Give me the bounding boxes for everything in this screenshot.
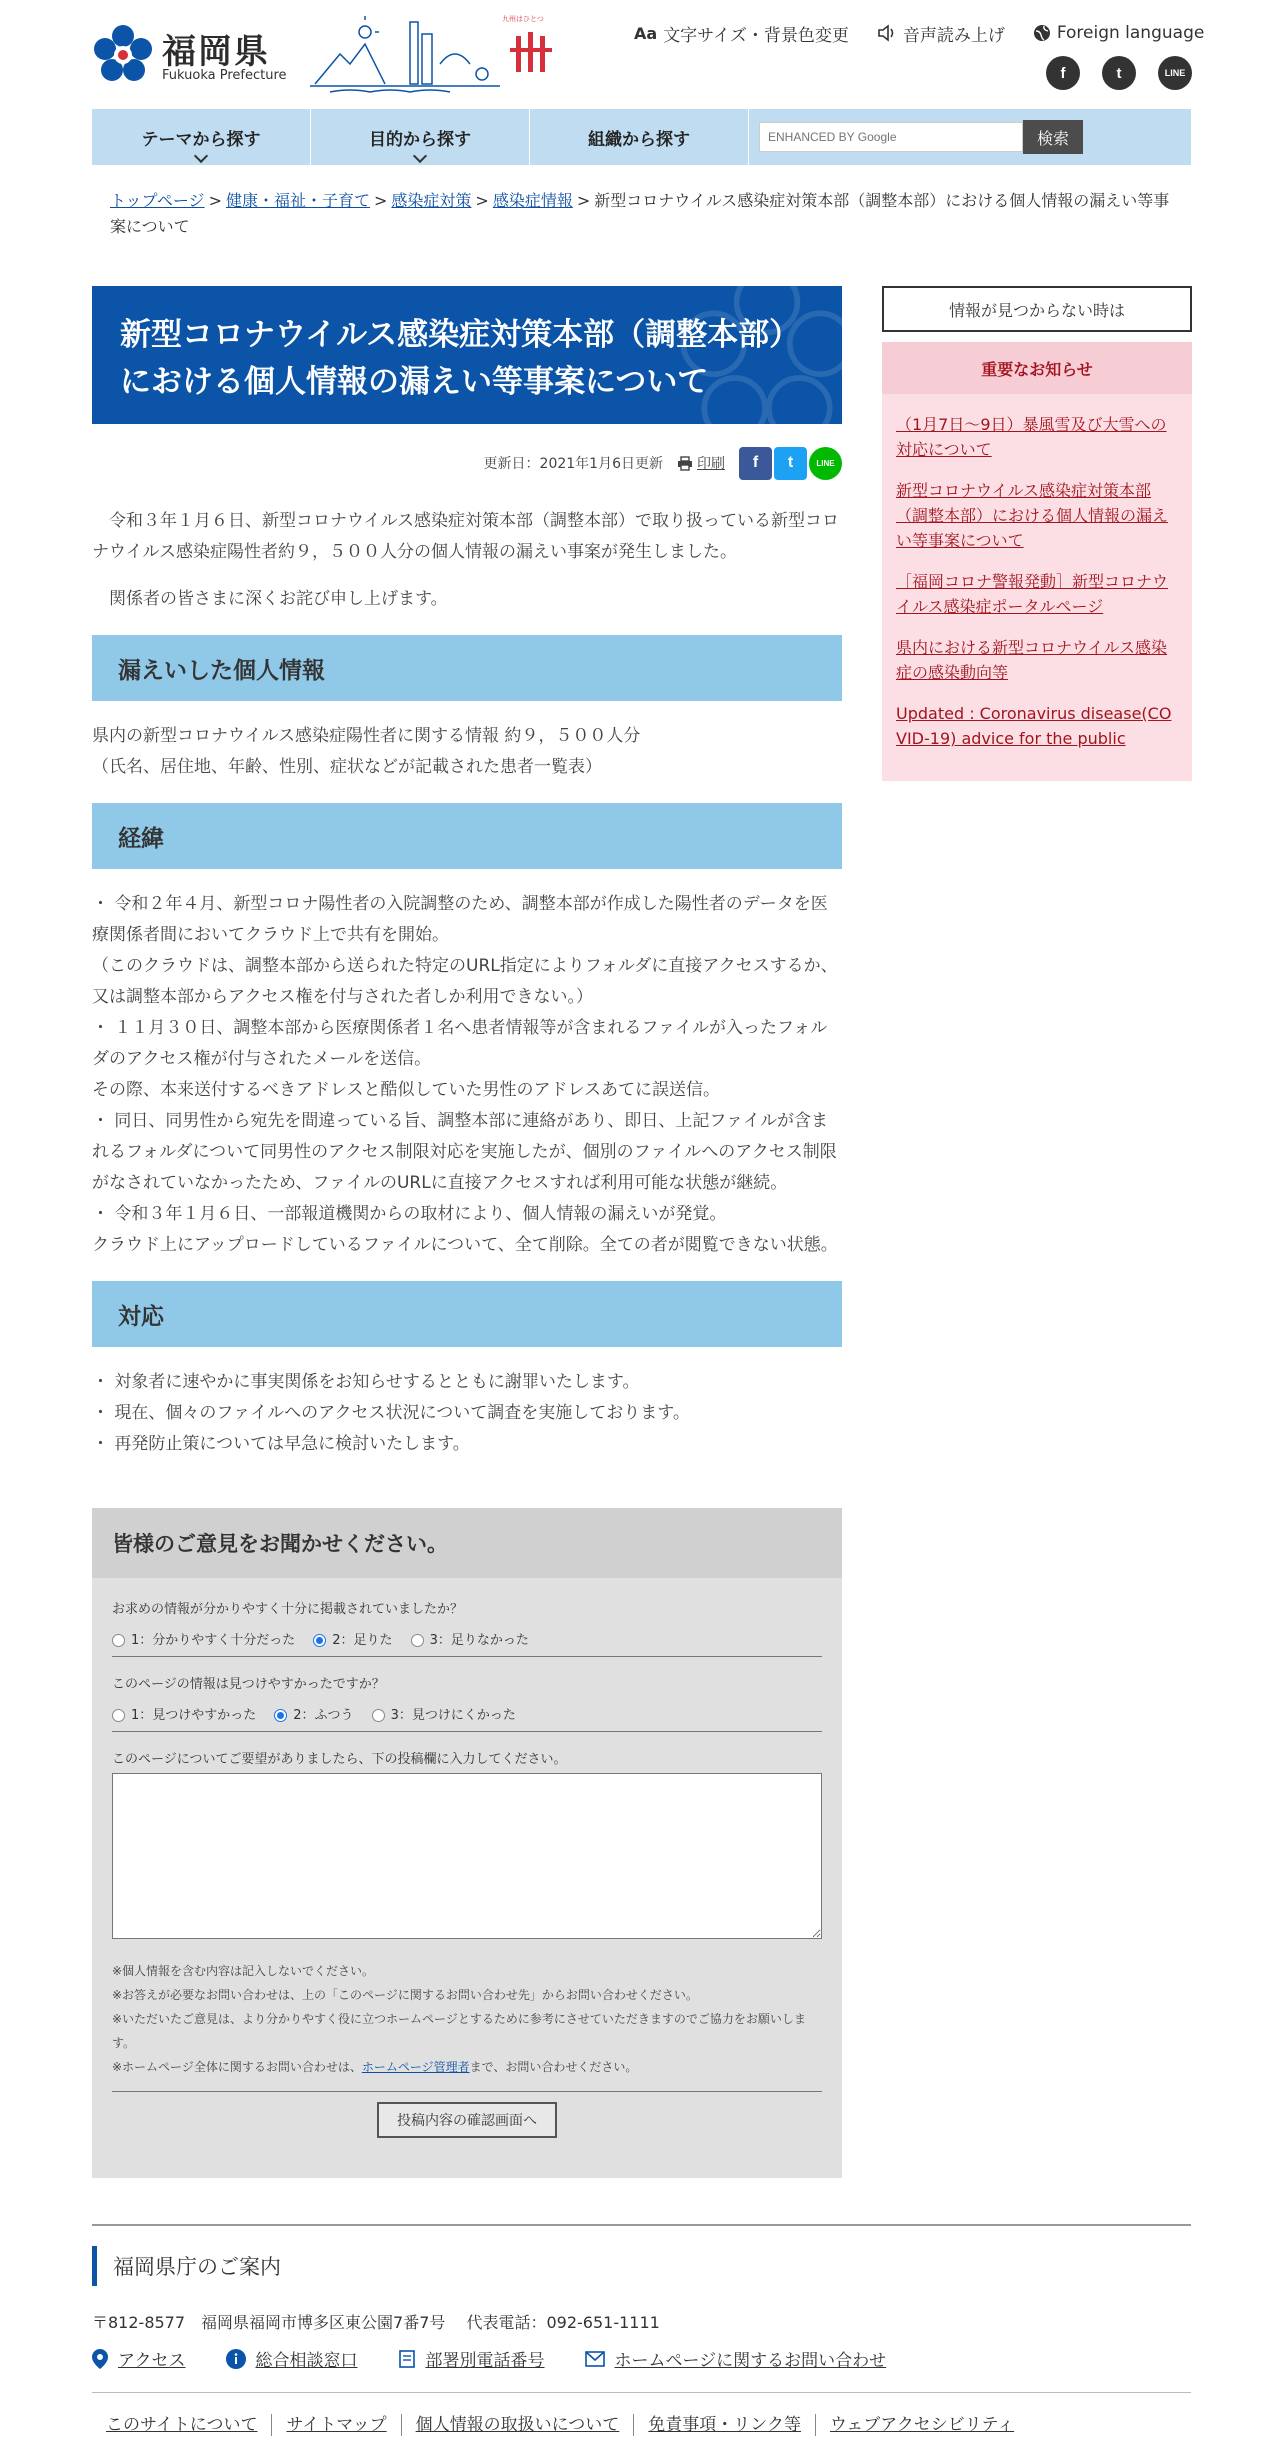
feedback-form: 皆様のご意見をお聞かせください。 お求めの情報が分かりやすく十分に掲載されていましたか？ 1：分かりやすく十分だった 2：足りた 3：足りなかった このページの情報は見つけやすかったですか？ 1：見つけやすかった 2：ふつう 3：見つけにくかった このページについてご要望がありましたら、下の投稿欄に入力してください。 ※個人情報を含む内容は記入しないでください。 ※お答えが必要なお問い合わせは、上の「このページに関するお問い合わせ先」からお問い合わせください。 ※いただいたご意見は、より分かりやすく役に立つホームページとするために参考にさせていただきますのでご協力をお願いします。 ※ホームページ全体に関するお問い合わせは、ホームページ管理者まで、お問い合わせください。 投稿内容の確認画面へ [92,1508,842,2178]
voice-link[interactable]: 音声読み上げ [877,21,1005,46]
mail-icon [585,2351,605,2367]
leaked-info-body: 県内の新型コロナウイルス感染症陽性者に関する情報 約９，５００人分 （氏名、居住地、年齢、性別、症状などが記載された患者一覧表） [92,726,641,777]
logo-en: Fukuoka Prefecture [162,68,287,83]
intro [92,506,842,615]
foreign-language-link[interactable]: Foreign language [1033,23,1205,43]
utility-links [634,20,1204,46]
breadcrumb-health[interactable]: 健康・福祉・子育て [225,191,370,210]
notice-link[interactable]: （1月7日～9日）暴風雪及び大雪への対応について [896,415,1167,459]
nav-theme[interactable]: テーマから探す [92,109,311,165]
phone-directory-link[interactable]: 部署別電話番号 [398,2346,545,2371]
flower-watermark-icon [672,286,842,424]
updated-date: 更新日：2021年1月6日更新 [483,456,663,472]
main-content [92,286,842,2178]
info-icon [226,2349,246,2369]
section-heading-leaked-info: 漏えいした個人情報 [92,635,842,701]
breadcrumb-current: 新型コロナウイルス感染症対策本部（調整本部）における個人情報の漏えい等事案について [110,191,1170,236]
radio-icon [372,1709,385,1722]
footer-address: 〒812-8577 福岡県福岡市博多区東公園7番7号 代表電話：092-651-1111 [92,2313,660,2332]
list-item [896,701,1178,751]
response-body: ・ 対象者に速やかに事実関係をお知らせするとともに謝罪いたします。 ・ 現在、個々のファイルへのアクセス状況について調査を実施しております。 ・ 再発防止策については早急に検討いたします。 [92,1372,690,1454]
contact-link[interactable]: ホームページに関するお問い合わせ [585,2346,887,2371]
radio-icon [112,1709,125,1722]
accessibility-link[interactable]: ウェブアクセシビリティ [829,2415,1015,2435]
important-notices [882,342,1192,781]
footer-links [92,2346,886,2371]
notice-link[interactable]: ［福岡コロナ警報発動］新型コロナウイルス感染症ポータルページ [896,572,1169,616]
sitemap-link[interactable]: サイトマップ [272,2414,401,2436]
apology-paragraph: 関係者の皆さまに深くお詫び申し上げます。 [92,589,448,609]
share-line-icon[interactable]: LINE [809,447,842,480]
font-size-icon: Aa [634,23,658,43]
social-links [1046,56,1192,90]
chevron-down-icon [194,149,208,163]
q1-option-1[interactable]: 1：分かりやすく十分だった [112,1629,295,1648]
global-nav [92,109,1191,165]
divider [112,2091,822,2092]
list-item [896,478,1178,553]
kyushu-label: 九州はひとつ [502,15,544,23]
phonebook-icon [398,2350,416,2368]
background-body: ・ 令和２年４月、新型コロナ陽性者の入院調整のため、調整本部が作成した陽性者のデータを医療関係者間においてクラウド上で共有を開始。 （このクラウドは、調整本部から送られた特定のURL指定によりフォルダに直接アクセスするか、又は調整本部からアクセス権を付与された者しか利用できない。） ・ １１月３０日、調整本部から医療関係者１名へ患者情報等が含まれるファイルが入ったフォルダのアクセス権が付与されたメールを送信。 その際、本来送付するべきアドレスと酷似していた男性のアドレスあてに誤送信。 ・ 同日、同男性から宛先を間違っている旨、調整本部に連絡があり、即日、上記ファイルが含まれるフォルダについて同男性のアクセス制限対応を実施したが、個別のファイルへのアクセス制限がなされていなかったため、ファイルのURLに直接アクセスすれば利用可能な状態が継続。 ・ 令和３年１月６日、一部報道機関からの取材により、個人情報の漏えいが発覚。 クラウド上にアップロードしているファイルについて、全て削除。全ての者が閲覧できない状態。 [92,894,838,1255]
notice-link[interactable]: 新型コロナウイルス感染症対策本部（調整本部）における個人情報の漏えい等事案について [896,481,1169,550]
q2-option-2[interactable]: 2：ふつう [274,1704,353,1723]
feedback-q3: このページについてご要望がありましたら、下の投稿欄に入力してください。 [112,1752,567,1767]
kyushu-banner[interactable] [310,14,560,94]
page-title: 新型コロナウイルス感染症対策本部（調整本部）における個人情報の漏えい等事案について [92,286,842,424]
feedback-q1: お求めの情報が分かりやすく十分に掲載されていましたか？ [112,1602,464,1617]
radio-icon [112,1634,125,1647]
print-link[interactable]: 印刷 [677,453,725,473]
fukuoka-emblem-icon [92,24,154,86]
breadcrumb-top[interactable]: トップページ [110,191,205,210]
feedback-title: 皆様のご意見をお聞かせください。 [92,1508,842,1578]
twitter-icon[interactable]: t [1102,56,1136,90]
q2-option-3[interactable]: 3：見つけにくかった [372,1704,516,1723]
map-pin-icon [92,2349,108,2369]
logo-jp: 福岡県 [162,32,270,72]
facebook-icon[interactable]: f [1046,56,1080,90]
not-found-button[interactable]: 情報が見つからない時は [882,286,1192,332]
section-heading-background: 経緯 [92,803,842,869]
breadcrumb-infection-control[interactable]: 感染症対策 [391,191,472,210]
speaker-icon [877,24,897,42]
share-twitter-icon[interactable]: t [774,447,807,480]
line-icon[interactable]: LINE [1158,56,1192,90]
list-item [896,569,1178,619]
radio-icon [411,1634,424,1647]
site-logo[interactable] [92,24,292,84]
footer-heading: 福岡県庁のご案内 [92,2246,281,2286]
sidebar [882,286,1192,781]
notice-link[interactable]: 県内における新型コロナウイルス感染症の感染動向等 [896,638,1168,682]
breadcrumb: トップページ > 健康・福祉・子育て > 感染症対策 > 感染症情報 > 新型コロナウイルス感染症対策本部（調整本部）における個人情報の漏えい等事案について [110,191,1170,236]
kyushu-mark-icon [506,28,556,88]
search-button[interactable]: 検索 [1023,120,1083,154]
font-size-link[interactable]: Aa 文字サイズ・背景色変更 [634,23,849,46]
about-site-link[interactable]: このサイトについて [92,2414,272,2436]
feedback-note-admin: ※ホームページ全体に関するお問い合わせは、ホームページ管理者まで、お問い合わせください。 [112,2060,638,2074]
q1-option-2[interactable]: 2：足りた [313,1629,392,1648]
footer-divider [92,2224,1191,2226]
list-item [896,412,1178,462]
radio-checked-icon [274,1709,287,1722]
q1-option-3[interactable]: 3：足りなかった [411,1629,529,1648]
notice-title: 重要なお知らせ [882,342,1192,394]
share-buttons [739,447,842,480]
q2-option-1[interactable]: 1：見つけやすかった [112,1704,256,1723]
chevron-down-icon [413,149,427,163]
nav-purpose[interactable]: 目的から探す [311,109,530,165]
city-illustration-icon [310,14,500,94]
radio-checked-icon [313,1634,326,1647]
access-link[interactable]: アクセス [92,2346,186,2371]
breadcrumb-infection-info[interactable]: 感染症情報 [492,191,573,210]
intro-paragraph: 令和３年１月６日、新型コロナウイルス感染症対策本部（調整本部）で取り扱っている新型コロナウイルス感染症陽性者約９，５００人分の個人情報の漏えい事案が発生しました。 [92,511,839,562]
disclaimer-link[interactable]: 免責事項・リンク等 [634,2414,816,2436]
printer-icon [677,456,693,471]
meta-row [92,446,842,480]
bottom-links [92,2414,1028,2436]
search-input[interactable] [759,122,1023,152]
admin-contact-link[interactable]: ホームページ管理者 [361,2060,470,2074]
list-item [896,635,1178,685]
feedback-q2-options [112,1704,822,1732]
confirm-submit-button[interactable]: 投稿内容の確認画面へ [377,2102,557,2138]
consultation-link[interactable]: 総合相談窓口 [226,2346,358,2371]
nav-organization[interactable]: 組織から探す [530,109,749,165]
globe-icon [1033,24,1051,42]
feedback-textarea[interactable] [112,1773,822,1939]
site-search [749,109,1191,165]
feedback-q2: このページの情報は見つけやすかったですか？ [112,1677,385,1692]
privacy-link[interactable]: 個人情報の取扱いについて [402,2414,635,2436]
share-facebook-icon[interactable]: f [739,447,772,480]
footer-divider [92,2392,1191,2393]
feedback-q1-options [112,1629,822,1657]
section-heading-response: 対応 [92,1281,842,1347]
notice-link[interactable]: Updated : Coronavirus disease(COVID-19) advice for the public [896,704,1172,748]
